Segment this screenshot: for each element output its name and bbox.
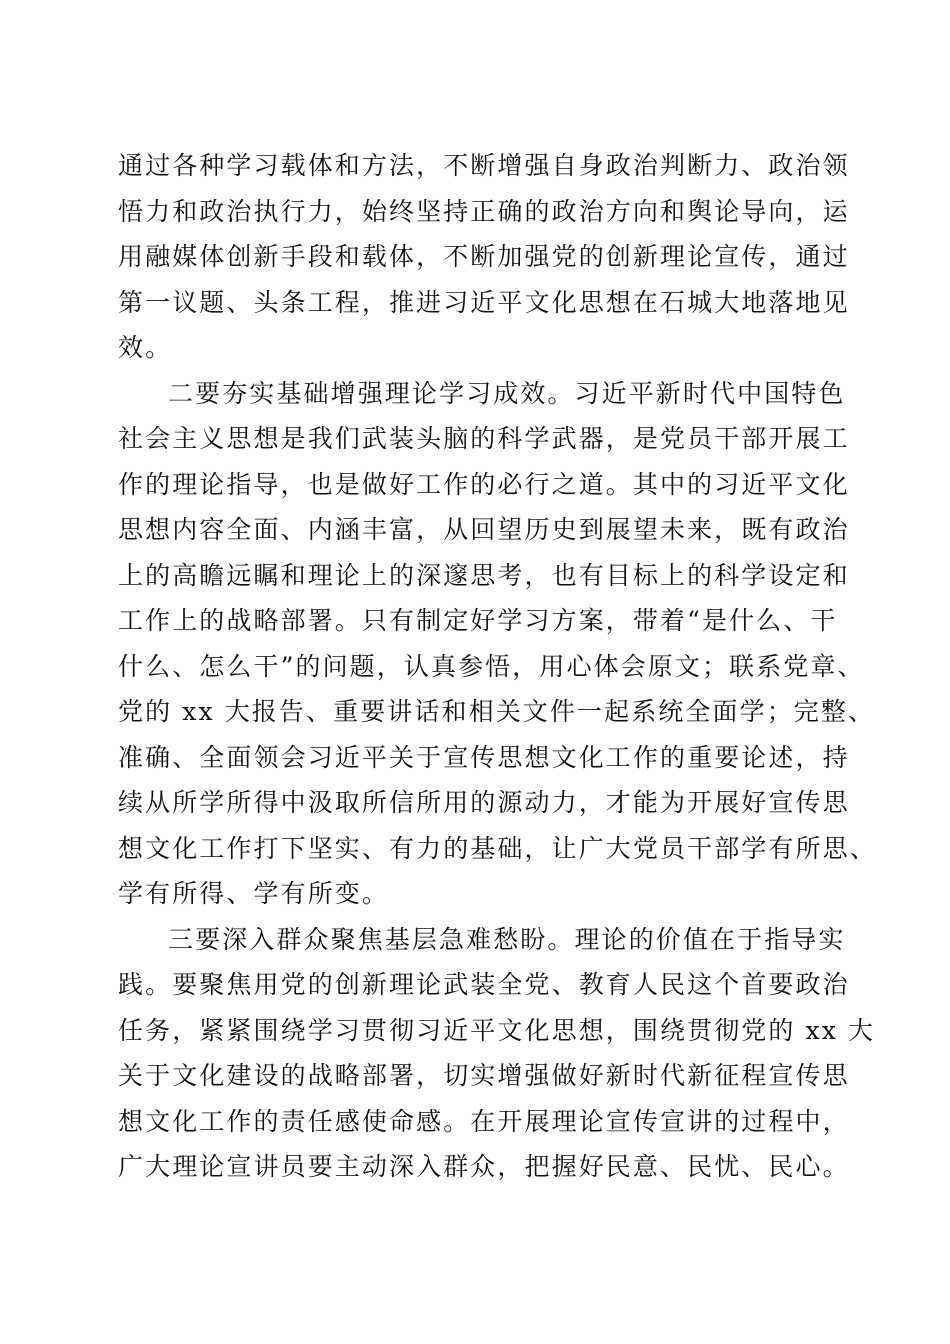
text-line: 践。要聚焦用党的创新理论武装全党、教育人民这个首要政治: [118, 970, 850, 999]
text-line: 任务，紧紧围绕学习贯彻习近平文化思想，围绕贯彻党的 xx 大: [118, 1015, 876, 1045]
text-line: 作的理论指导，也是做好工作的必行之道。其中的习近平文化: [118, 469, 850, 499]
text-line: 上的高瞻远瞩和理论上的深邃思考，也有目标上的科学设定和: [118, 560, 850, 590]
text-line: 效。: [118, 333, 173, 362]
text-line: 第一议题、头条工程，推进习近平文化思想在石城大地落地见: [118, 287, 850, 317]
text-line: 通过各种学习载体和方法，不断增强自身政治判断力、政治领: [118, 151, 850, 180]
text-line: 准确、全面领会习近平关于宣传思想文化工作的重要论述，持: [118, 742, 850, 772]
text-line: 社会主义思想是我们武装头脑的科学武器，是党员干部开展工: [118, 424, 850, 453]
text-line: 想文化工作打下坚实、有力的基础，让广大党员干部学有所思、: [118, 833, 877, 863]
text-line: 党的 xx 大报告、重要讲话和相关文件一起系统全面学；完整、: [118, 697, 876, 726]
body-text: [118, 143, 877, 1190]
text-line: 想文化工作的责任感使命感。在开展理论宣传宣讲的过程中，: [118, 1106, 850, 1136]
text-line: 悟力和政治执行力，始终坚持正确的政治方向和舆论导向，运: [118, 196, 850, 226]
text-line: 什么、怎么干”的问题，认真参悟，用心体会原文；联系党章、: [118, 651, 865, 681]
text-line: 用融媒体创新手段和载体，不断加强党的创新理论宣传，通过: [118, 242, 850, 271]
paragraph-heading-line: 三要深入群众聚焦基层急难愁盼。理论的价值在于指导实: [168, 924, 846, 954]
paragraph-heading-line: 二要夯实基础增强理论学习成效。习近平新时代中国特色: [168, 378, 846, 408]
text-line: 学有所得、学有所变。: [118, 879, 390, 908]
text-line: 广大理论宣讲员要主动深入群众，把握好民意、民忧、民心。: [118, 1152, 850, 1181]
text-line: 思想内容全面、内涵丰富，从回望历史到展望未来，既有政治: [118, 515, 850, 544]
text-line: 续从所学所得中汲取所信所用的源动力，才能为开展好宣传思: [118, 788, 850, 817]
text-line: 工作上的战略部署。只有制定好学习方案，带着“是什么、干: [118, 606, 838, 635]
text-line: 关于文化建设的战略部署，切实增强做好新时代新征程宣传思: [118, 1061, 850, 1090]
